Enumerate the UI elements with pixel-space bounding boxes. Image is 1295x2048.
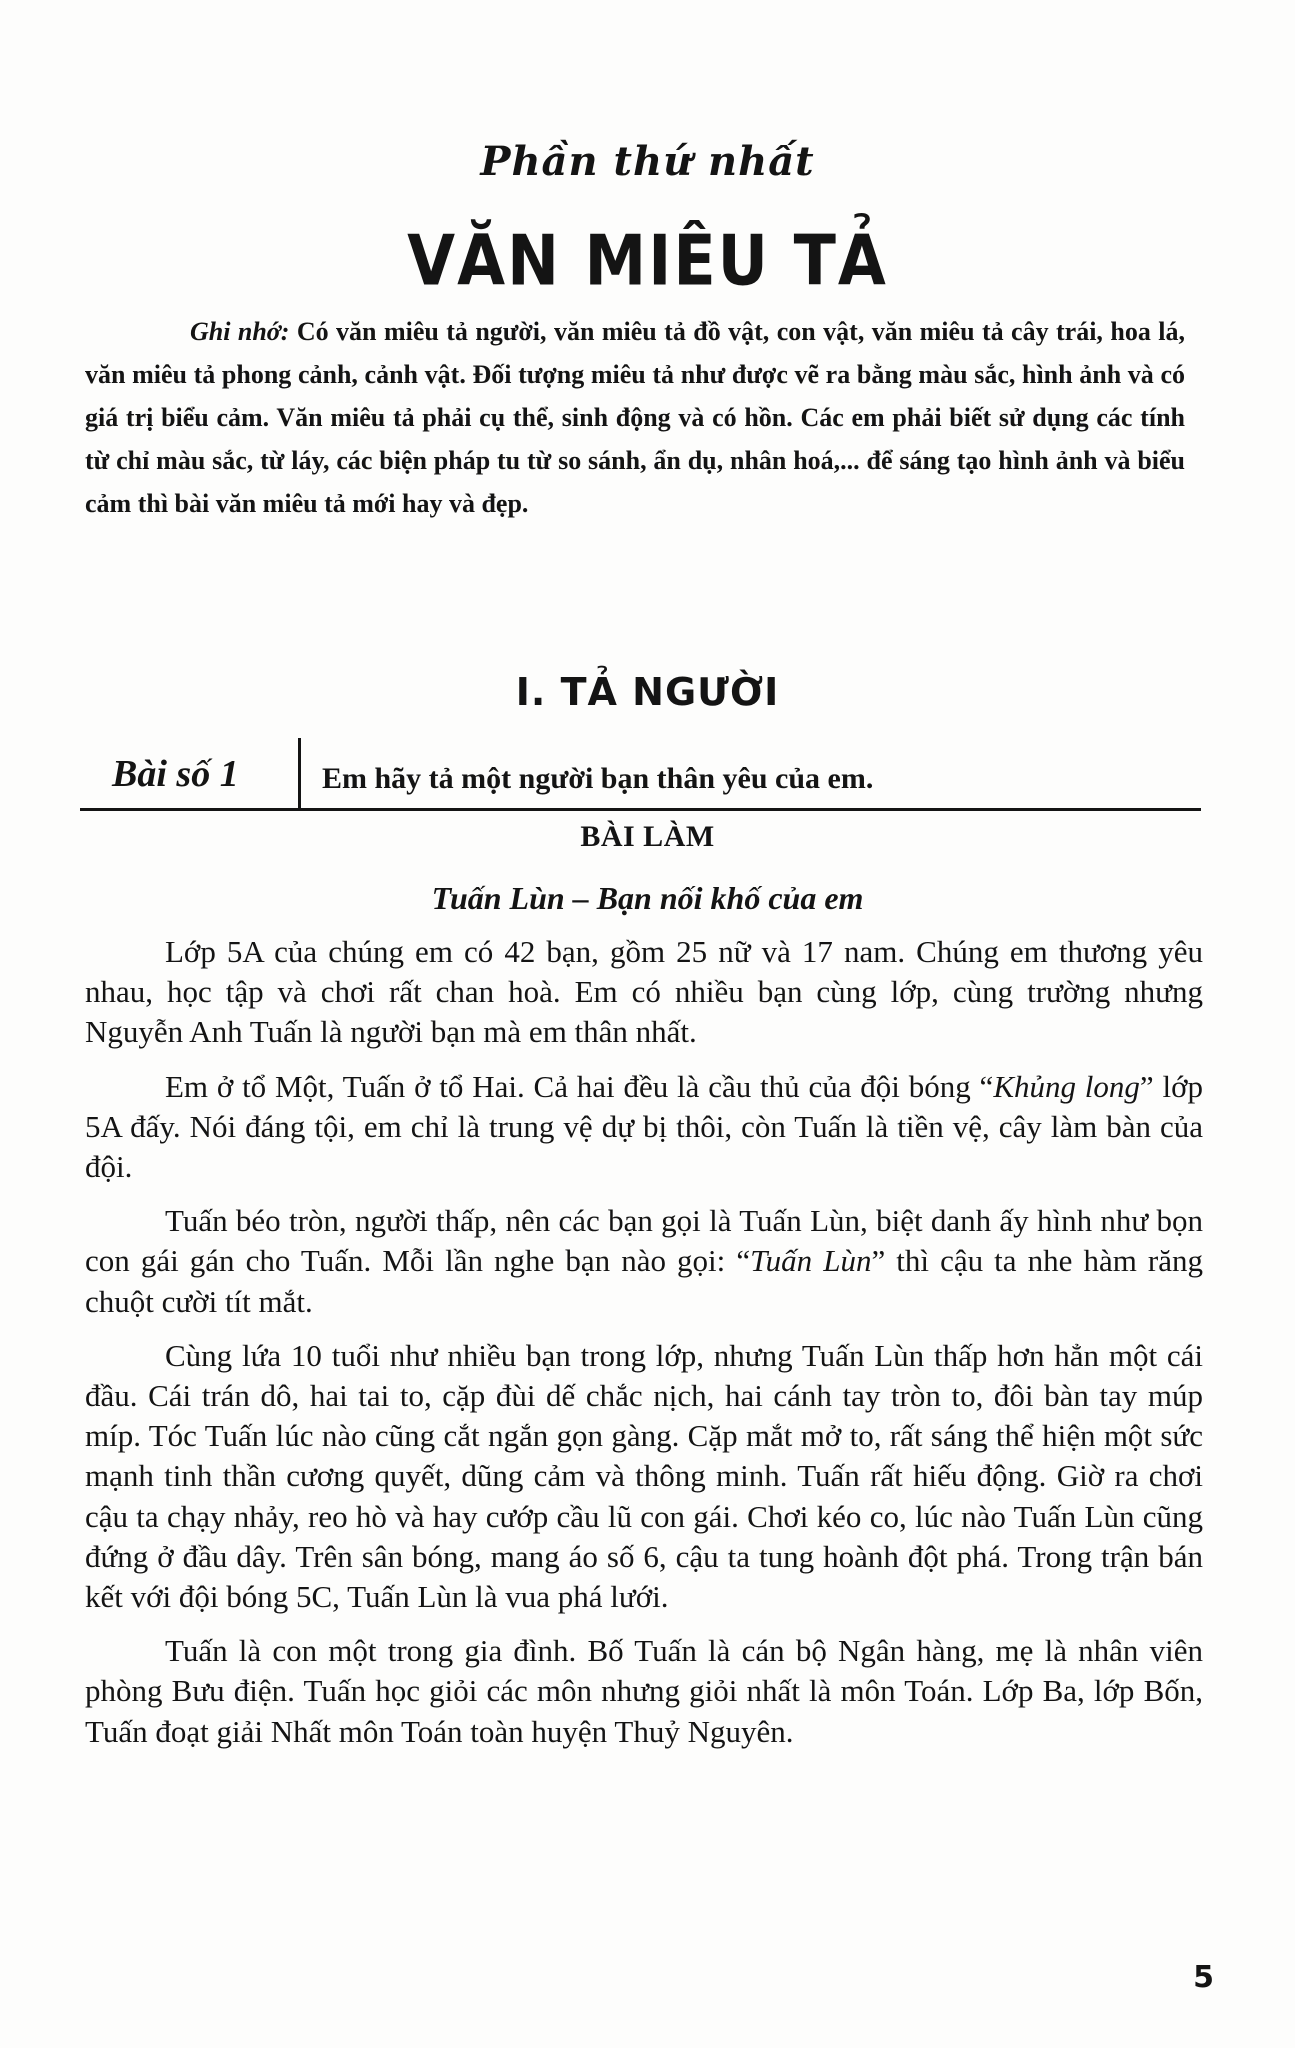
essay-paragraph-2-italic: Khủng long [993, 1068, 1140, 1104]
page-number: 5 [1193, 1960, 1214, 1995]
essay-paragraph-2-part-1: Em ở tổ Một, Tuấn ở tổ Hai. Cả hai đều là cầu thủ của đội bóng “ [165, 1068, 994, 1104]
note-text: Có văn miêu tả người, văn miêu tả đồ vật, con vật, văn miêu tả cây trái, hoa lá, văn miêu tả phong cảnh, cảnh vật. Đối tượng miêu tả như được vẽ ra bằng màu sắc, hình ảnh và có giá trị biểu cảm. Văn miêu tả phải cụ thể, sinh động và có hồn. Các em phải biết sử dụng các tính từ chỉ màu sắc, từ láy, các biện pháp tu từ so sánh, ẩn dụ, nhân hoá,... để sáng tạo hình ảnh và biểu cảm thì bài văn miêu tả mới hay và đẹp. [85, 317, 1185, 518]
essay-paragraph-2-part-2: ” lớp 5A đấy. Nói đáng tội, em chỉ là trung vệ dự bị thôi, còn Tuấn là tiền vệ, cây làm bàn của đội. [85, 1068, 1203, 1185]
essay-body [85, 932, 1203, 1766]
essay-paragraph-3-part-1: Tuấn béo tròn, người thấp, nên các bạn gọi là Tuấn Lùn, biệt danh ấy hình như bọn con gái gán cho Tuấn. Mỗi lần nghe bạn nào gọi: “ [85, 1203, 1203, 1279]
essay-paragraph-3 [85, 1201, 1203, 1322]
exercise-prompt: Em hãy tả một người bạn thân yêu của em. [322, 762, 874, 795]
part-label: Phần thứ nhất [480, 138, 815, 185]
part-title: VĂN MIÊU TẢ [407, 219, 888, 302]
section-heading: I. TẢ NGƯỜI [515, 670, 780, 714]
essay-paragraph-3-part-2: ” thì cậu ta nhe hàm răng chuột cười tít mắt. [85, 1243, 1203, 1319]
essay-paragraph-3-italic: Tuấn Lùn [750, 1243, 872, 1279]
essay-title: Tuấn Lùn – Bạn nối khố của em [431, 880, 864, 916]
essay-paragraph-2 [85, 1067, 1203, 1188]
exercise-divider [298, 738, 301, 808]
note-paragraph [85, 310, 1185, 525]
note-label: Ghi nhớ: [190, 317, 290, 346]
essay-paragraph-4: Cùng lứa 10 tuổi như nhiều bạn trong lớp, nhưng Tuấn Lùn thấp hơn hẳn một cái đầu. Cái trán dô, hai tai to, cặp đùi dế chắc nịch, hai cánh tay tròn to, đôi bàn tay múp míp. Tóc Tuấn lúc nào cũng cắt ngắn gọn gàng. Cặp mắt mở to, rất sáng thể hiện một sức mạnh tinh thần cương quyết, dũng cảm và thông minh. Tuấn rất hiếu động. Giờ ra chơi cậu ta chạy nhảy, reo hò và hay cướp cầu lũ con gái. Chơi kéo co, lúc nào Tuấn Lùn cũng đứng ở đầu dây. Trên sân bóng, mang áo số 6, cậu ta tung hoành đột phá. Trong trận bán kết với đội bóng 5C, Tuấn Lùn là vua phá lưới. [85, 1337, 1203, 1615]
essay-paragraph-5: Tuấn là con một trong gia đình. Bố Tuấn là cán bộ Ngân hàng, mẹ là nhân viên phòng Bưu điện. Tuấn học giỏi các môn nhưng giỏi nhất là môn Toán. Lớp Ba, lớp Bốn, Tuấn đoạt giải Nhất môn Toán toàn huyện Thuỷ Nguyên. [85, 1633, 1203, 1749]
exercise-row [80, 750, 1201, 811]
exercise-label: Bài số 1 [112, 753, 239, 795]
essay-paragraph-1: Lớp 5A của chúng em có 42 bạn, gồm 25 nữ và 17 nam. Chúng em thương yêu nhau, học tập và chơi rất chan hoà. Em có nhiều bạn cùng lớp, cùng trường nhưng Nguyễn Anh Tuấn là người bạn mà em thân nhất. [85, 934, 1203, 1050]
answer-label: BÀI LÀM [580, 820, 715, 853]
